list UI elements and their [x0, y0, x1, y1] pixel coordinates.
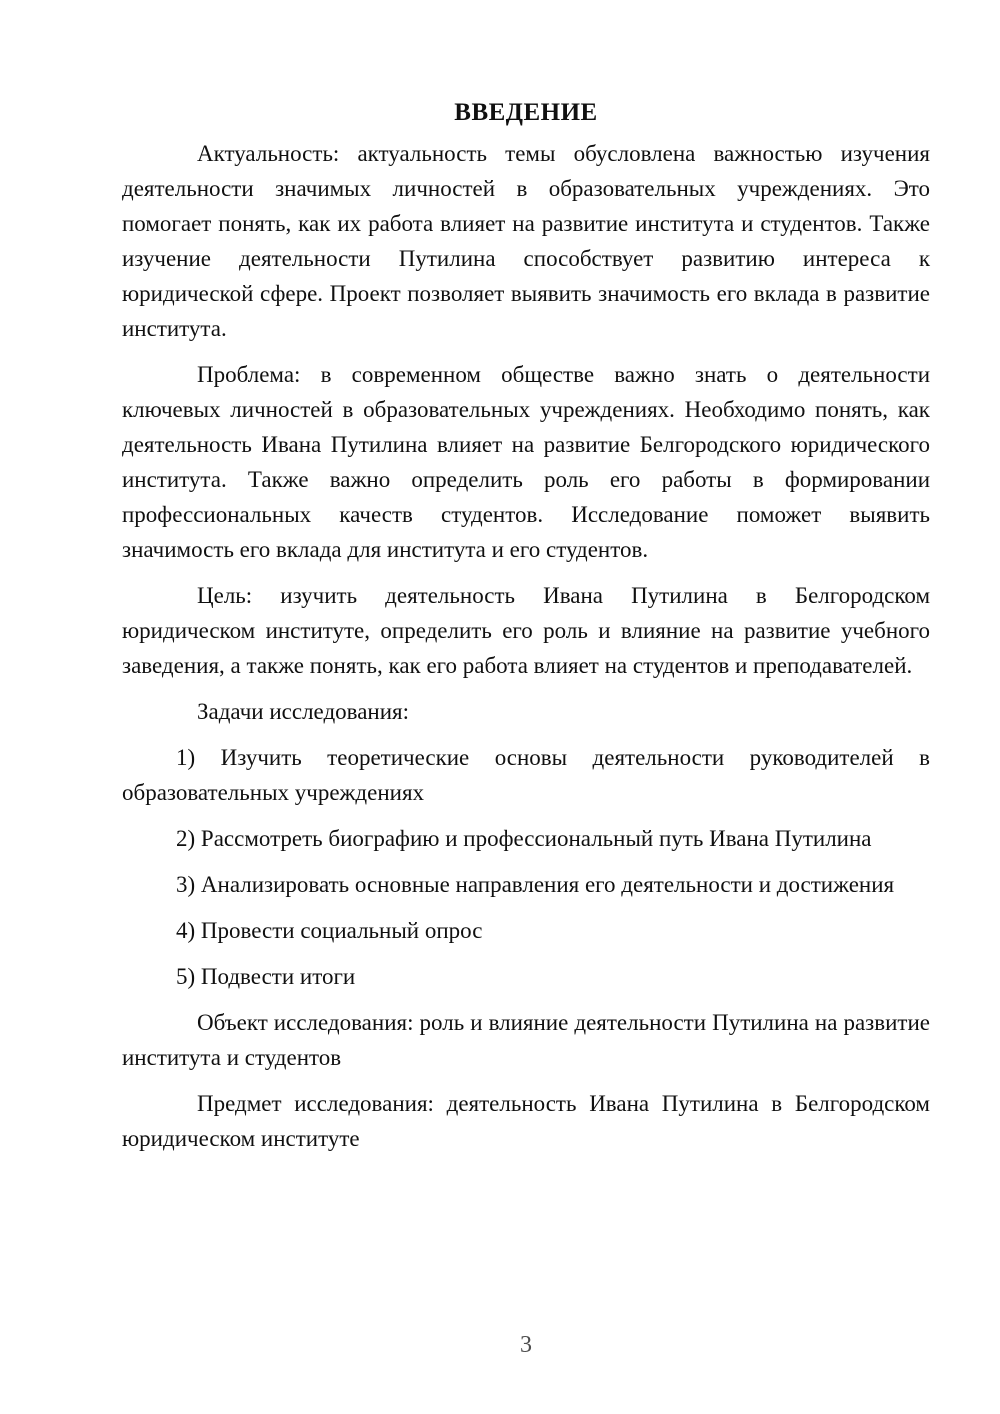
paragraph-research-object: Объект исследования: роль и влияние деятельности Путилина на развитие института и студентов: [122, 1010, 930, 1070]
paragraph-goal: Цель: изучить деятельность Ивана Путилина в Белгородском юридическом институте, определить его роль и влияние на развитие учебного заведения, а также понять, как его работа влияет на студентов и преподавателей.: [122, 583, 930, 678]
task-item-5: 5) Подвести итоги: [176, 964, 356, 989]
tasks-heading: Задачи исследования:: [197, 699, 410, 724]
page-number: 3: [520, 1332, 532, 1358]
page-title: ВВЕДЕНИЕ: [454, 99, 598, 126]
paragraph-research-subject: Предмет исследования: деятельность Ивана Путилина в Белгородском юридическом институте: [122, 1091, 930, 1151]
task-item-2: 2) Рассмотреть биографию и профессиональный путь Ивана Путилина: [176, 826, 872, 851]
paragraph-relevance: Актуальность: актуальность темы обусловлена важностью изучения деятельности значимых личностей в образовательных учреждениях. Это помогает понять, как их работа влияет на развитие института и студентов. Также изучение деятельности Путилина способствует развитию интереса к юридической сфере. Проект позволяет выявить значимость его вклада в развитие института.: [122, 141, 930, 341]
paragraph-problem: Проблема: в современном обществе важно знать о деятельности ключевых личностей в образовательных учреждениях. Необходимо понять, как деятельность Ивана Путилина влияет на развитие Белгородского юридического института. Также важно определить роль его работы в формировании профессиональных качеств студентов. Исследование поможет выявить значимость его вклада для института и его студентов.: [122, 362, 930, 562]
task-item-4: 4) Провести социальный опрос: [176, 918, 483, 943]
task-item-1: 1) Изучить теоретические основы деятельности руководителей в образовательных учреждениях: [122, 745, 930, 805]
task-item-3: 3) Анализировать основные направления его деятельности и достижения: [176, 872, 895, 897]
